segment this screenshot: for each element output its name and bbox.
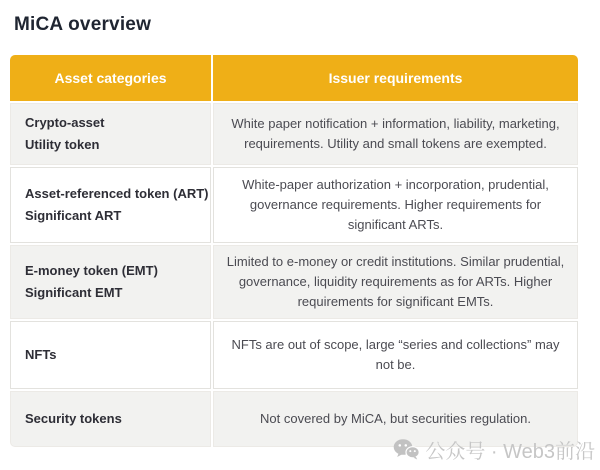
asset-category-cell: [10, 103, 211, 165]
header-row: [10, 55, 578, 101]
asset-category-line: Significant EMT: [25, 285, 123, 300]
issuer-requirement-cell: Limited to e-money or credit institutions. Similar prudential, governance, liquidity requirements as for ARTs. Higher requirements for significant EMTs.: [213, 245, 578, 319]
issuer-requirement-cell: Not covered by MiCA, but securities regulation.: [213, 391, 578, 447]
asset-category-line: Utility token: [25, 137, 100, 152]
table-body: [10, 103, 578, 447]
asset-category-cell: [10, 391, 211, 447]
asset-category-cell: [10, 321, 211, 389]
table-header: [10, 55, 578, 101]
table-row: [10, 245, 578, 319]
watermark-text: 公众号 · Web3前沿: [425, 441, 595, 463]
issuer-requirement-cell: NFTs are out of scope, large “series and collections” may not be.: [213, 321, 578, 389]
asset-category-line: Asset-referenced token (ART): [25, 186, 209, 201]
asset-category-line: Crypto-asset: [25, 115, 105, 130]
mica-overview-table: [8, 53, 580, 449]
asset-category-line: Significant ART: [25, 208, 122, 223]
issuer-requirement-cell: White paper notification + information, liability, marketing, requirements. Utility and small tokens are exempted.: [213, 103, 578, 165]
asset-category-cell: [10, 245, 211, 319]
table-row: [10, 391, 578, 447]
column-header-asset-categories: Asset categories: [10, 55, 211, 101]
asset-category-cell: [10, 167, 211, 243]
asset-category-line: E-money token (EMT): [25, 263, 158, 278]
table-row: [10, 321, 578, 389]
issuer-requirement-cell: White-paper authorization + incorporation, prudential, governance requirements. Higher requirements for significant ARTs.: [213, 167, 578, 243]
page-title: MiCA overview: [14, 14, 152, 35]
table-row: [10, 167, 578, 243]
column-header-issuer-requirements: Issuer requirements: [213, 55, 578, 101]
asset-category-line: Security tokens: [25, 411, 122, 426]
table-row: [10, 103, 578, 165]
asset-category-line: NFTs: [25, 347, 57, 362]
